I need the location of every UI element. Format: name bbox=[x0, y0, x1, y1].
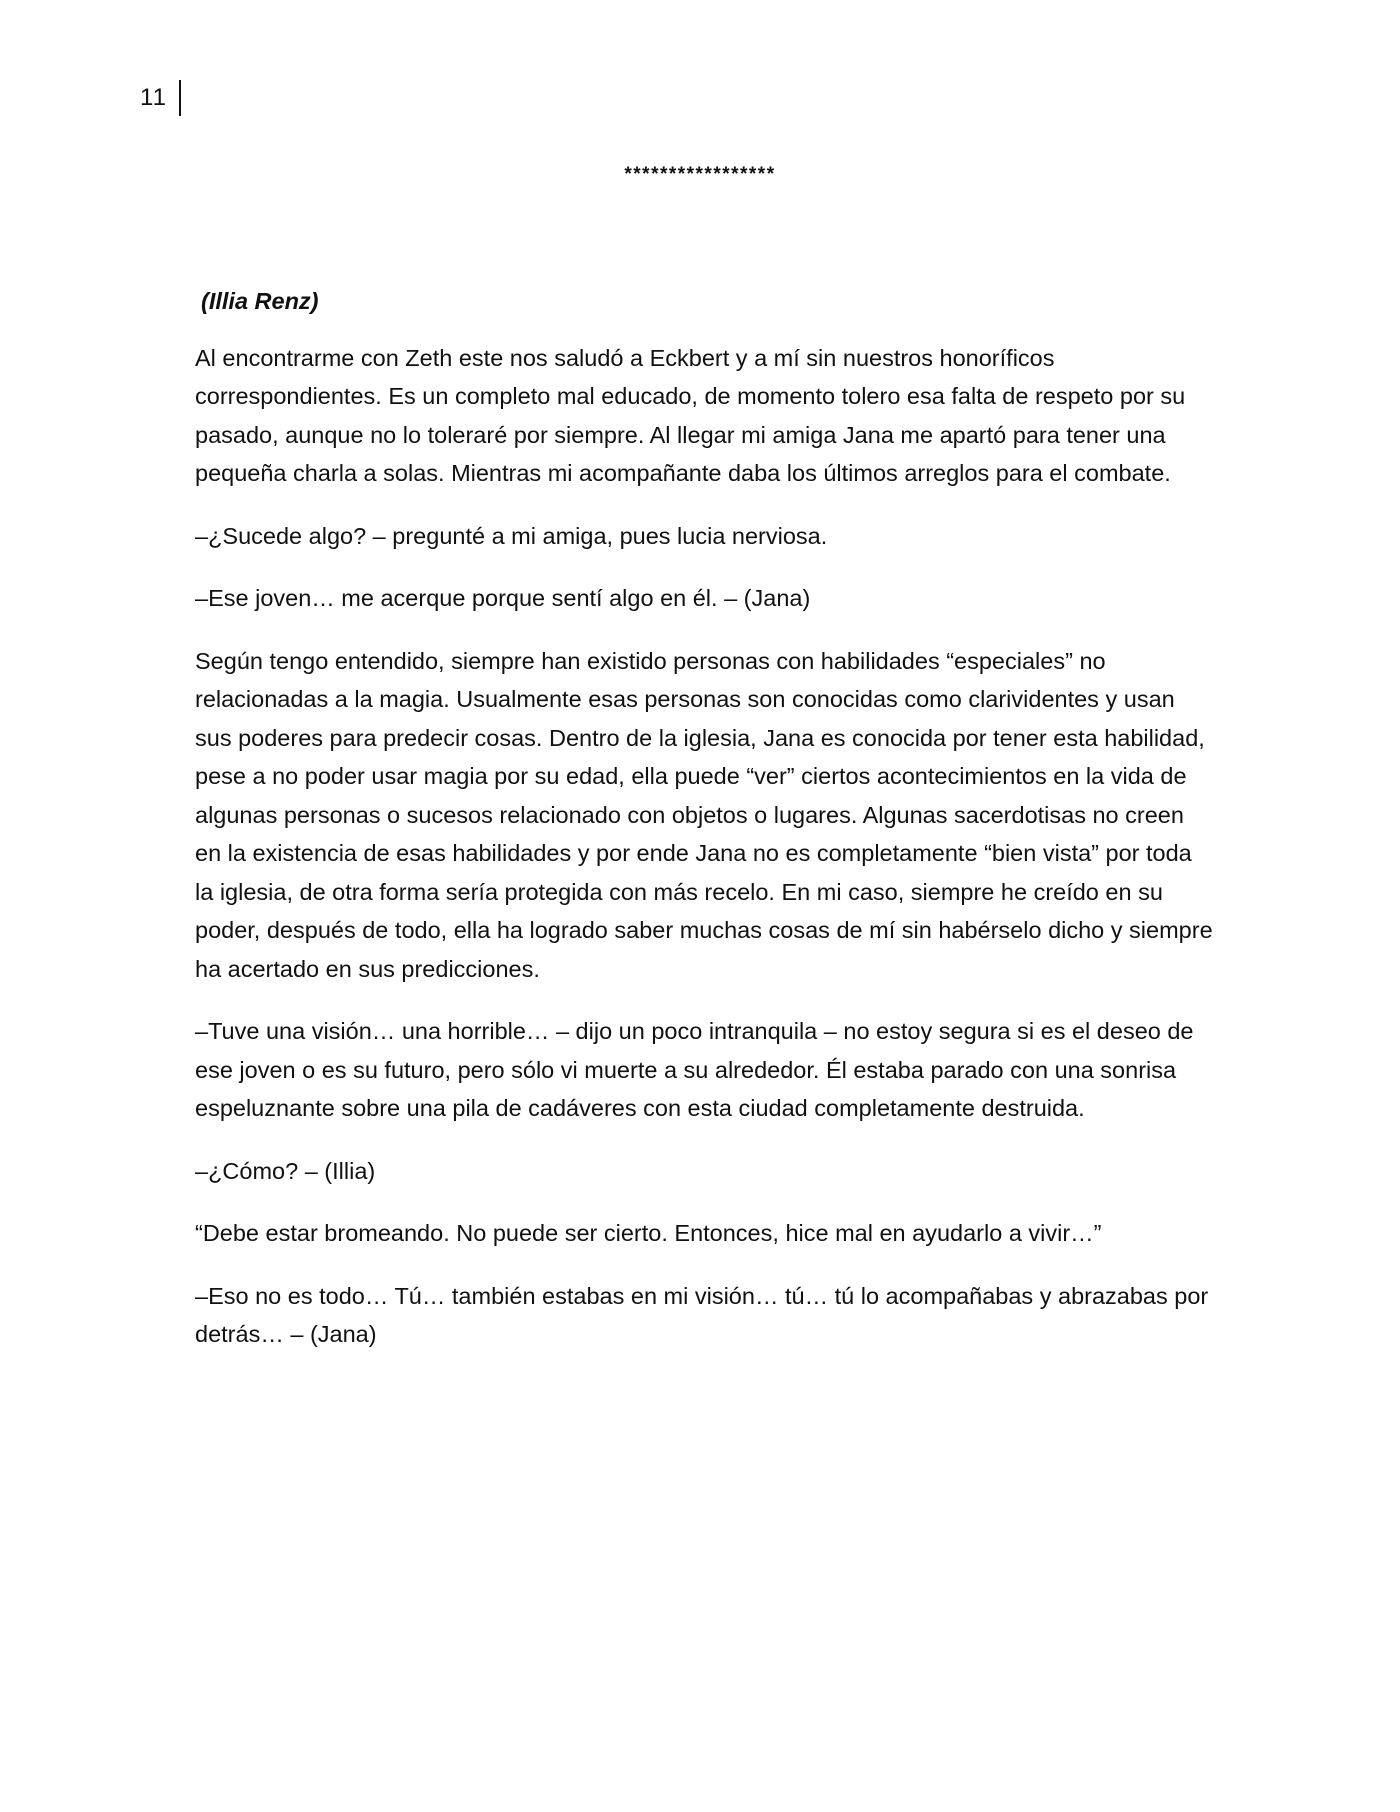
paragraph: –¿Cómo? – (Illia) bbox=[195, 1157, 376, 1184]
page-number: 11 bbox=[140, 84, 167, 111]
paragraph: Al encontrarme con Zeth este nos saludó a Eckbert y a mí sin nuestros honoríficos correspondientes. Es un completo mal educado, de momento tolero esa falta de respeto por su pasado, aunque no lo toleraré por siempre. Al llegar mi amiga Jana me apartó para tener una pequeña charla a solas. Mientras mi acompañante daba los últimos arreglos para el combate. bbox=[195, 344, 1186, 486]
paragraph: –Ese joven… me acerque porque sentí algo en él. – (Jana) bbox=[195, 585, 811, 611]
paragraph: Según tengo entendido, siempre han existido personas con habilidades “especiales” no relacionadas a la magia. Usualmente esas personas son conocidas como clarividentes y usan sus poderes para predecir cosas. Dentro de la iglesia, Jana es conocida por tener esta habilidad, pese a no poder usar magia por su edad, ella puede “ver” ciertos acontecimientos en la vida de algunas personas o sucesos relacionado con objetos o lugares. Algunas sacerdotisas no creen en la existencia de esas habilidades y por ende Jana no es completamente “bien vista” por toda la iglesia, de otra forma sería protegida con más recelo. En mi caso, siempre he creído en su poder, después de todo, ella ha logrado saber muchas cosas de mí sin habérselo dicho y siempre ha acertado en sus predicciones. bbox=[195, 647, 1213, 982]
paragraph: –Eso no es todo… Tú… también estabas en mi visión… tú… tú lo acompañabas y abrazabas por detrás… – (Jana) bbox=[195, 1282, 1209, 1347]
paragraph: “Debe estar bromeando. No puede ser cierto. Entonces, hice mal en ayudarlo a vivir…” bbox=[195, 1220, 1102, 1246]
scene-separator: ***************** bbox=[624, 164, 776, 185]
speaker-heading: (Illia Renz) bbox=[201, 288, 319, 314]
paragraph: –Tuve una visión… una horrible… – dijo un poco intranquila – no estoy segura si es el deseo de ese joven o es su futuro, pero sólo vi muerte a su alrededor. Él estaba parado con una sonrisa espeluznante sobre una pila de cadáveres con esta ciudad completamente destruida. bbox=[195, 1018, 1194, 1121]
paragraph: –¿Sucede algo? – pregunté a mi amiga, pues lucia nerviosa. bbox=[195, 522, 828, 549]
page-body bbox=[195, 282, 1215, 1378]
page-header bbox=[140, 80, 181, 116]
header-divider bbox=[179, 80, 181, 116]
